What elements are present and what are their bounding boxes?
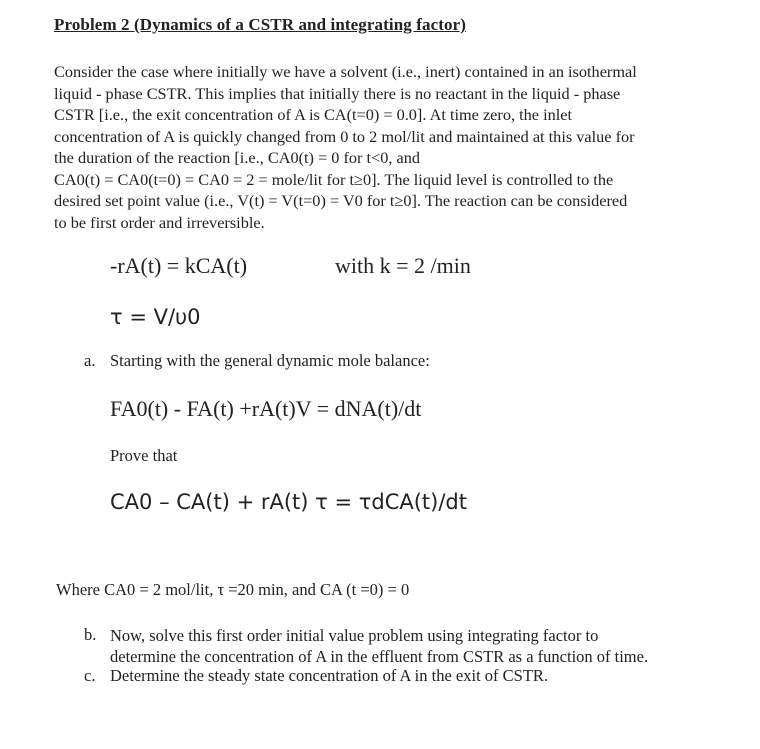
- problem-title: Problem 2 (Dynamics of a CSTR and integrating factor): [54, 15, 467, 34]
- part-a-text: Starting with the general dynamic mole balance:: [110, 351, 430, 370]
- statement-line: CA0(t) = CA0(t=0) = CA0 = 2 = mole/lit for t≥0]. The liquid level is controlled to the: [54, 169, 614, 189]
- statement-line: liquid - phase CSTR. This implies that initially there is no reactant in the liquid - phase: [54, 83, 621, 103]
- mole-balance-equation: FA0(t) - FA(t) +rA(t)V = dNA(t)/dt: [110, 396, 422, 421]
- statement-line: CSTR [i.e., the exit concentration of A is CA(t=0) = 0.0]. At time zero, the inlet: [54, 105, 573, 124]
- statement-line: Consider the case where initially we have a solvent (i.e., inert) contained in an isothermal: [54, 62, 637, 81]
- space-time-equation: τ = V/υ0: [110, 305, 201, 329]
- rate-constant-equation: with k = 2 /min: [335, 253, 471, 278]
- part-b-line: Now, solve this first order initial value problem using integrating factor to: [110, 626, 599, 645]
- prove-label: Prove that: [110, 446, 178, 465]
- part-a-marker: a.: [84, 351, 96, 370]
- statement-line: to be first order and irreversible.: [54, 212, 265, 232]
- statement-line: desired set point value (i.e., V(t) = V(t=0) = V0 for t≥0]. The reaction can be considered: [54, 191, 628, 210]
- rate-law-equation: -rA(t) = kCA(t): [110, 253, 248, 278]
- part-b-marker: b.: [84, 625, 97, 644]
- conditions-text: Where CA0 = 2 mol/lit, τ =20 min, and CA (t =0) = 0: [56, 580, 410, 599]
- part-b-text: [110, 625, 750, 667]
- part-c-marker: c.: [84, 666, 96, 685]
- statement-line: the duration of the reaction [i.e., CA0(t) = 0 for t<0, and: [54, 148, 421, 167]
- problem-statement: [54, 61, 744, 233]
- statement-line: concentration of A is quickly changed from 0 to 2 mol/lit and maintained at this value for: [54, 126, 635, 146]
- part-b-line: determine the concentration of A in the effluent from CSTR as a function of time.: [110, 647, 649, 666]
- target-equation: CA0 – CA(t) + rA(t) τ = τdCA(t)/dt: [110, 490, 467, 514]
- part-c-text: Determine the steady state concentration of A in the exit of CSTR.: [110, 666, 549, 685]
